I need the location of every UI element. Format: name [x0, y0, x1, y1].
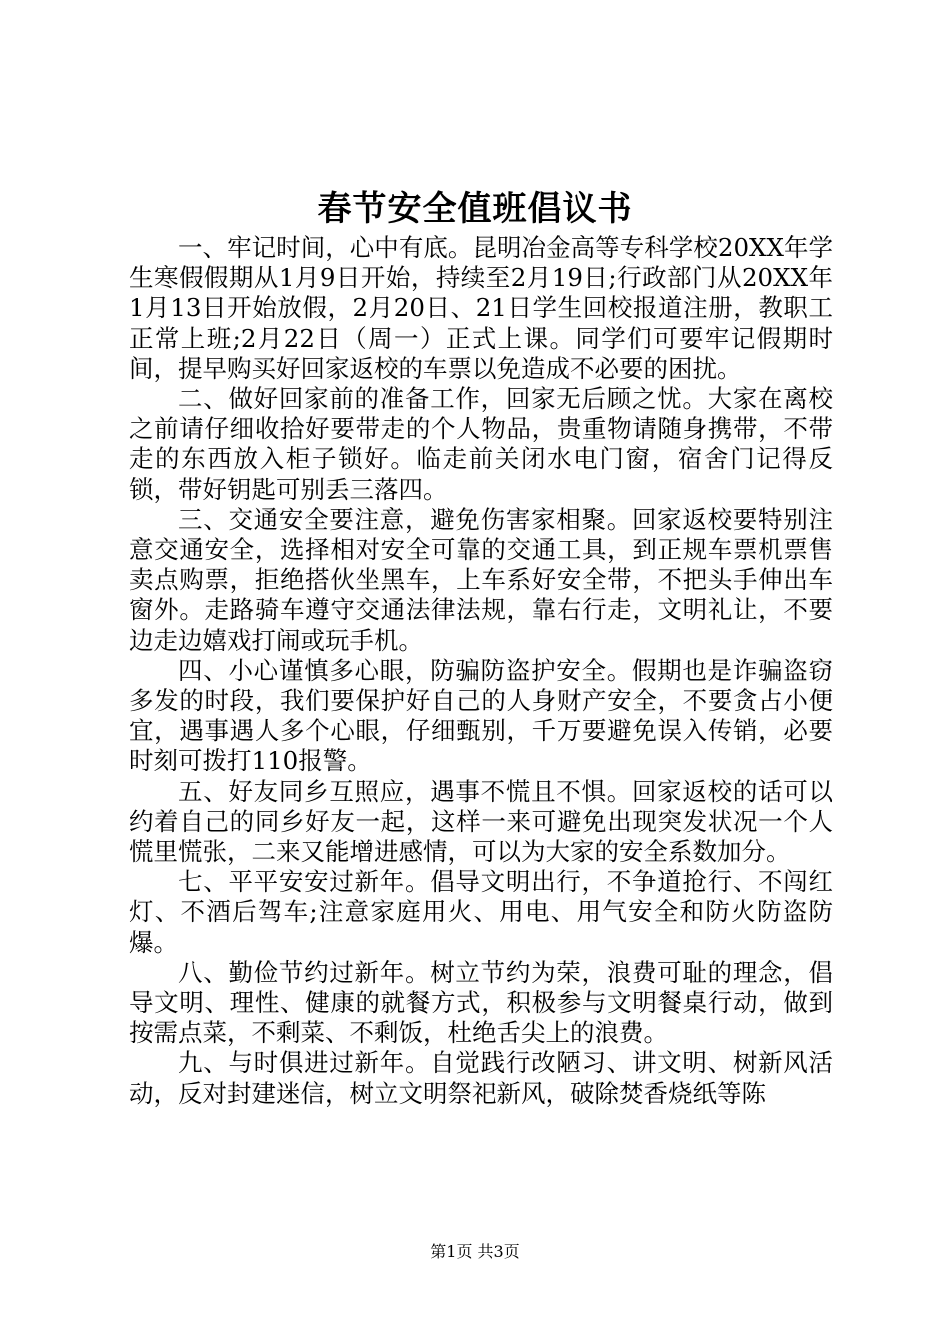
paragraph-1: 一、牢记时间，心中有底。昆明冶金高等专科学校20XX年学生寒假假期从1月9日开始，持续至2月19日;行政部门从20XX年1月13日开始放假，2月20日、21日学生回校报道注册，教职工正常上班;2月22日（周一）正式上课。同学们可要牢记假期时间，提早购买好回家返校的车票以免造成不必要的困扰。 [129, 233, 833, 383]
paragraph-5: 五、好友同乡互照应，遇事不慌且不惧。回家返校的话可以约着自己的同乡好友一起，这样一来可避免出现突发状况一个人慌里慌张，二来又能增进感情，可以为大家的安全系数加分。 [129, 776, 833, 867]
document-title: 春节安全值班倡议书 [317, 189, 633, 229]
page-footer: 第1页 共3页 [430, 1242, 520, 1261]
paragraph-8: 八、勤俭节约过新年。树立节约为荣，浪费可耻的理念，倡导文明、理性、健康的就餐方式，积极参与文明餐桌行动，做到按需点菜，不剩菜、不剩饭，杜绝舌尖上的浪费。 [129, 957, 833, 1048]
paragraph-9: 九、与时俱进过新年。自觉践行改陋习、讲文明、树新风活动，反对封建迷信，树立文明祭祀新风，破除焚香烧纸等陈 [129, 1048, 833, 1108]
document-body [129, 233, 833, 1109]
paragraph-2: 二、做好回家前的准备工作，回家无后顾之忧。大家在离校之前请仔细收拾好要带走的个人物品，贵重物请随身携带，不带走的东西放入柜子锁好。临走前关闭水电门窗，宿舍门记得反锁，带好钥匙可别丢三落四。 [129, 384, 833, 504]
paragraph-3: 三、交通安全要注意，避免伤害家相聚。回家返校要特别注意交通安全，选择相对安全可靠的交通工具，到正规车票机票售卖点购票，拒绝搭伙坐黑车，上车系好安全带，不把头手伸出车窗外。走路骑车遵守交通法律法规，靠右行走，文明礼让，不要边走边嬉戏打闹或玩手机。 [129, 504, 833, 655]
paragraph-7: 七、平平安安过新年。倡导文明出行，不争道抢行、不闯红灯、不酒后驾车;注意家庭用火、用电、用气安全和防火防盗防爆。 [129, 867, 833, 957]
paragraph-4: 四、小心谨慎多心眼，防骗防盗护安全。假期也是诈骗盗窃多发的时段，我们要保护好自己的人身财产安全，不要贪占小便宜，遇事遇人多个心眼，仔细甄别，千万要避免误入传销，必要时刻可拨打110报警。 [129, 655, 833, 776]
